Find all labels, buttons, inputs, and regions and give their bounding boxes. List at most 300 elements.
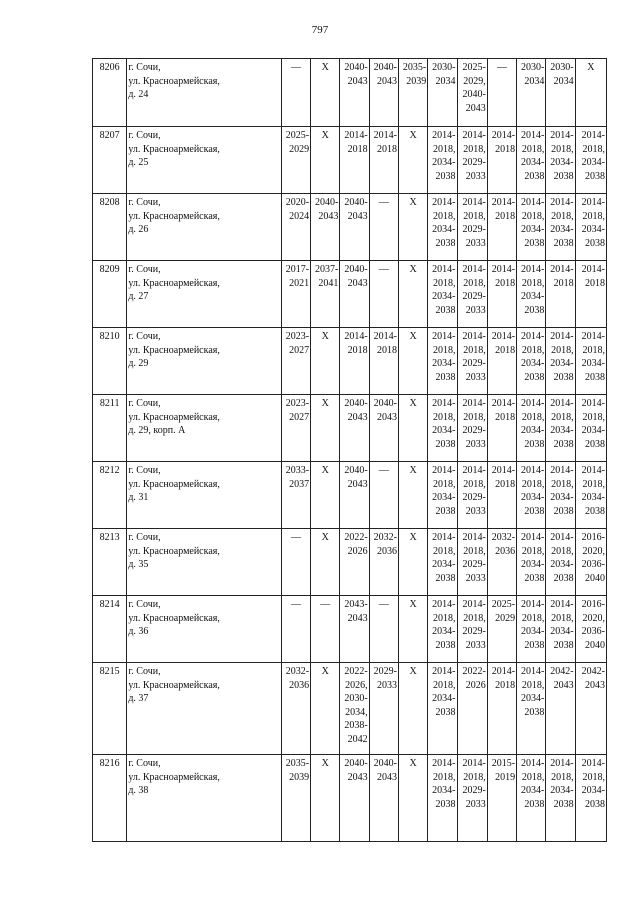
period-text: 2038	[435, 438, 456, 450]
period-cell	[517, 59, 546, 127]
period-text: 2043-	[344, 599, 368, 610]
period-text: 2038	[524, 505, 545, 517]
table-row	[93, 194, 607, 261]
period-text: 2014-	[521, 465, 545, 476]
period-text: 2030-	[344, 693, 368, 704]
period-text: 2014-	[344, 331, 368, 342]
period-text: 2014-	[432, 465, 456, 476]
period-text: 2033	[465, 304, 486, 316]
period-cell	[517, 328, 546, 395]
address-line: д. 29	[128, 358, 149, 369]
period-cell	[546, 194, 575, 261]
period-cell	[575, 529, 606, 596]
period-cell	[575, 462, 606, 529]
period-text: 2036-	[581, 559, 605, 570]
period-text: 2042-	[581, 666, 605, 677]
period-text: 2018,	[551, 411, 574, 423]
period-text: 2014-	[344, 130, 368, 141]
address-line: ул. Красноармейская,	[128, 612, 220, 624]
period-text: 2036	[495, 545, 516, 557]
period-text: 2014-	[550, 532, 574, 543]
period-text: 2027	[289, 344, 310, 356]
period-text: 2042-	[550, 666, 574, 677]
period-text: 2018,	[551, 771, 574, 783]
period-text: 2018,	[433, 411, 456, 423]
period-text: X	[321, 398, 329, 409]
period-cell	[517, 663, 546, 755]
period-text: 2020,	[582, 545, 605, 557]
period-text: 2020,	[582, 612, 605, 624]
table-row	[93, 529, 607, 596]
period-cell	[487, 395, 516, 462]
address-line: д. 36	[128, 626, 149, 637]
period-text: X	[409, 465, 417, 476]
period-text: 2018,	[582, 478, 605, 490]
period-text: 2018,	[521, 277, 545, 289]
period-cell	[517, 755, 546, 842]
period-text: 2025-	[462, 62, 486, 73]
period-text: 2040-	[344, 758, 368, 769]
period-text: 2029-	[462, 785, 486, 796]
period-text: 2017-	[285, 264, 310, 275]
period-cell	[487, 663, 516, 755]
period-text: 2034-	[432, 492, 456, 503]
period-text: 2018,	[521, 210, 545, 222]
period-text: 2018,	[521, 143, 545, 155]
period-text: 2035-	[402, 62, 427, 73]
period-cell	[311, 462, 340, 529]
period-text: 2014-	[581, 398, 605, 409]
period-text: X	[321, 532, 329, 543]
period-cell	[546, 755, 575, 842]
period-cell	[281, 596, 310, 663]
table-row	[93, 596, 607, 663]
period-text: 2034-	[550, 425, 574, 436]
period-text: 2034-	[432, 425, 456, 436]
period-text: 2034-	[432, 559, 456, 570]
period-text: 2014-	[491, 130, 516, 141]
period-text: —	[320, 599, 331, 610]
period-text: 2018,	[521, 679, 545, 691]
period-cell	[340, 194, 369, 261]
period-cell	[457, 529, 487, 596]
period-text: 2029-	[462, 291, 486, 302]
period-text: 2043	[318, 210, 339, 222]
period-text: 2014-	[462, 398, 486, 409]
period-text: 2014-	[462, 197, 486, 208]
period-text: 2018,	[551, 478, 574, 490]
period-text: 2018	[376, 143, 397, 155]
period-text: 2018,	[463, 771, 486, 783]
period-cell	[398, 194, 427, 261]
period-text: 2033	[465, 170, 486, 182]
address-line: г. Сочи,	[128, 666, 161, 677]
period-text: 2018,	[463, 478, 486, 490]
period-text: 2043	[347, 771, 368, 783]
period-text: 2038	[524, 170, 545, 182]
period-text: 2018	[347, 143, 368, 155]
address-line: д. 31	[128, 492, 149, 503]
period-text: 2014-	[462, 532, 486, 543]
period-text: 2018,	[521, 478, 545, 490]
period-text: 2038	[435, 237, 456, 249]
period-text: 2034-	[521, 559, 545, 570]
period-cell	[575, 328, 606, 395]
period-text: 2038	[585, 170, 605, 182]
period-text: 2038	[524, 304, 545, 316]
period-cell	[340, 395, 369, 462]
period-text: 2043	[347, 612, 368, 624]
period-text: 2014-	[521, 666, 545, 677]
period-text: 2033	[465, 237, 486, 249]
period-text: 2018	[376, 344, 397, 356]
period-cell	[517, 261, 546, 328]
period-cell	[398, 529, 427, 596]
period-text: 2026,	[345, 679, 368, 691]
period-text: X	[321, 465, 329, 476]
period-cell	[311, 663, 340, 755]
period-text: 2038	[435, 304, 456, 316]
period-cell	[546, 59, 575, 127]
period-text: 2033	[465, 505, 486, 517]
period-text: 2043	[347, 75, 368, 87]
period-text: 2014-	[550, 331, 574, 342]
period-text: 2014-	[521, 599, 545, 610]
table-row	[93, 395, 607, 462]
address-cell	[127, 395, 282, 462]
period-text: 2043	[553, 679, 574, 691]
period-cell	[487, 529, 516, 596]
period-text: 2034-	[521, 157, 545, 168]
address-cell	[127, 663, 282, 755]
address-line: д. 27	[128, 291, 149, 302]
period-text: 2034-	[521, 291, 545, 302]
period-text: 2014-	[550, 264, 574, 275]
period-cell	[428, 194, 457, 261]
period-text: 2014-	[491, 398, 516, 409]
period-cell	[340, 663, 369, 755]
address-cell	[127, 755, 282, 842]
period-text: 2014-	[373, 130, 397, 141]
period-text: 2018,	[551, 210, 574, 222]
period-cell	[340, 596, 369, 663]
address-line: ул. Красноармейская,	[128, 210, 220, 222]
period-text: 2018,	[463, 344, 486, 356]
address-line: ул. Красноармейская,	[128, 545, 220, 557]
period-text: 2018	[495, 411, 516, 423]
period-cell	[428, 529, 457, 596]
address-line: г. Сочи,	[128, 465, 161, 476]
period-cell	[575, 395, 606, 462]
period-text: 2034	[553, 75, 574, 87]
period-text: 2038	[524, 371, 545, 383]
period-text: 2034-	[550, 785, 574, 796]
period-text: 2034-	[550, 559, 574, 570]
period-text: 2018,	[433, 344, 456, 356]
period-cell	[546, 596, 575, 663]
period-cell	[487, 127, 516, 194]
period-text: 2038	[585, 798, 605, 810]
period-cell	[428, 663, 457, 755]
period-cell	[487, 194, 516, 261]
period-text: 2029-	[462, 358, 486, 369]
period-text: 2034-	[581, 425, 605, 436]
address-line: г. Сочи,	[128, 62, 161, 73]
period-text: 2020-	[285, 197, 310, 208]
period-cell	[517, 596, 546, 663]
period-text: 2034-	[550, 157, 574, 168]
period-text: X	[321, 130, 329, 141]
period-cell	[428, 755, 457, 842]
period-cell	[457, 59, 487, 127]
period-text: 2014-	[550, 197, 574, 208]
period-text: —	[378, 599, 389, 610]
period-text: 2040	[585, 639, 605, 651]
period-text: 2034-	[521, 224, 545, 235]
row-number-cell: 8216	[93, 755, 127, 842]
period-text: 2034-	[550, 492, 574, 503]
period-text: 2014-	[462, 599, 486, 610]
period-text: 2014-	[581, 331, 605, 342]
period-text: 2018	[495, 679, 516, 691]
period-cell	[575, 194, 606, 261]
period-text: 2014-	[491, 264, 516, 275]
period-text: 2043	[347, 277, 368, 289]
table-row	[93, 462, 607, 529]
period-text: 2038	[435, 505, 456, 517]
period-text: 2038	[435, 371, 456, 383]
period-text: 2018,	[433, 478, 456, 490]
period-cell	[457, 462, 487, 529]
period-text: 2018,	[521, 545, 545, 557]
period-text: X	[587, 62, 595, 73]
period-cell	[457, 755, 487, 842]
period-text: X	[321, 666, 329, 677]
address-line: г. Сочи,	[128, 130, 161, 141]
address-cell	[127, 59, 282, 127]
period-cell	[428, 395, 457, 462]
period-cell	[575, 127, 606, 194]
period-text: 2038	[435, 639, 456, 651]
period-cell	[311, 59, 340, 127]
period-text: 2040-	[344, 398, 368, 409]
address-cell	[127, 462, 282, 529]
row-number-cell: 8211	[93, 395, 127, 462]
address-line: ул. Красноармейская,	[128, 411, 220, 423]
period-text: 2014-	[432, 331, 456, 342]
period-text: 2014-	[521, 331, 545, 342]
period-text: 2014-	[432, 398, 456, 409]
period-text: 2034-	[581, 785, 605, 796]
row-number-cell: 8214	[93, 596, 127, 663]
period-cell	[369, 395, 398, 462]
period-text: 2034-	[432, 157, 456, 168]
period-text: 2038	[524, 438, 545, 450]
period-text: 2043	[376, 75, 397, 87]
period-text: 2040-	[462, 89, 486, 100]
period-text: 2034-	[581, 358, 605, 369]
period-text: X	[321, 331, 329, 342]
period-text: 2033	[465, 639, 486, 651]
period-text: 2038	[524, 798, 545, 810]
address-line: г. Сочи,	[128, 331, 161, 342]
period-text: 2018,	[463, 411, 486, 423]
period-text: 2016-	[581, 599, 605, 610]
period-text: 2018,	[551, 612, 574, 624]
period-text: 2038	[435, 706, 456, 718]
period-cell	[546, 127, 575, 194]
period-cell	[428, 596, 457, 663]
period-text: 2014-	[521, 130, 545, 141]
period-text: 2033-	[285, 465, 310, 476]
period-text: 2018,	[582, 143, 605, 155]
address-line: ул. Красноармейская,	[128, 143, 220, 155]
period-text: 2018,	[433, 612, 456, 624]
address-line: г. Сочи,	[128, 532, 161, 543]
period-cell	[281, 395, 310, 462]
period-text: 2034-	[432, 785, 456, 796]
period-cell	[281, 328, 310, 395]
period-text: 2040-	[373, 398, 397, 409]
period-cell	[311, 395, 340, 462]
period-text: 2034-	[432, 224, 456, 235]
period-cell	[340, 59, 369, 127]
period-text: 2030-	[432, 62, 456, 73]
row-number-cell: 8215	[93, 663, 127, 755]
period-text: 2014-	[432, 130, 456, 141]
period-text: 2038	[585, 438, 605, 450]
period-text: 2038	[553, 371, 574, 383]
period-text: 2014-	[432, 264, 456, 275]
period-cell	[428, 462, 457, 529]
period-text: 2034-	[432, 291, 456, 302]
address-cell	[127, 328, 282, 395]
period-cell	[281, 261, 310, 328]
period-text: 2014-	[462, 465, 486, 476]
period-cell	[575, 663, 606, 755]
address-line: д. 25	[128, 157, 149, 168]
period-cell	[398, 127, 427, 194]
period-text: 2014-	[581, 758, 605, 769]
period-cell	[487, 755, 516, 842]
period-cell	[311, 194, 340, 261]
row-number-cell: 8208	[93, 194, 127, 261]
period-text: 2038	[553, 798, 574, 810]
period-text: X	[409, 532, 417, 543]
period-text: 2034-	[550, 358, 574, 369]
period-cell	[281, 194, 310, 261]
period-text: 2029-	[462, 559, 486, 570]
period-text: X	[321, 758, 329, 769]
period-text: 2014-	[491, 197, 516, 208]
period-cell	[398, 596, 427, 663]
period-text: 2018,	[521, 411, 545, 423]
period-text: X	[409, 331, 417, 342]
period-text: 2014-	[521, 197, 545, 208]
period-text: 2029	[289, 143, 310, 155]
period-cell	[487, 462, 516, 529]
period-text: 2043	[376, 771, 397, 783]
period-text: 2018	[495, 478, 516, 490]
period-cell	[340, 755, 369, 842]
period-text: 2034-	[521, 785, 545, 796]
period-text: 2018,	[463, 277, 486, 289]
period-text: 2022-	[344, 666, 368, 677]
period-cell	[340, 462, 369, 529]
period-cell	[281, 529, 310, 596]
period-cell	[517, 395, 546, 462]
period-text: 2014-	[550, 465, 574, 476]
period-cell	[487, 261, 516, 328]
period-text: —	[496, 62, 507, 73]
period-text: 2015-	[491, 758, 516, 769]
period-cell	[457, 328, 487, 395]
period-text: 2026	[465, 679, 486, 691]
address-line: д. 26	[128, 224, 149, 235]
table-row	[93, 261, 607, 328]
period-text: 2038	[435, 572, 456, 584]
period-cell	[311, 328, 340, 395]
period-cell	[398, 462, 427, 529]
table-row	[93, 59, 607, 127]
period-cell	[457, 395, 487, 462]
period-text: X	[409, 264, 417, 275]
table-row	[93, 663, 607, 755]
period-text: 2018,	[521, 771, 545, 783]
address-line: г. Сочи,	[128, 197, 161, 208]
period-cell	[311, 127, 340, 194]
address-line: ул. Красноармейская,	[128, 277, 220, 289]
period-cell	[340, 529, 369, 596]
period-text: 2033	[465, 371, 486, 383]
period-text: 2021	[289, 277, 310, 289]
period-text: 2018,	[551, 344, 574, 356]
period-cell	[281, 127, 310, 194]
period-text: X	[409, 666, 417, 677]
period-text: 2038	[435, 798, 456, 810]
period-text: 2018,	[433, 771, 456, 783]
period-cell	[517, 194, 546, 261]
period-text: 2014-	[550, 599, 574, 610]
period-text: 2033	[376, 679, 397, 691]
period-text: 2018,	[433, 545, 456, 557]
period-text: 2030-	[521, 62, 545, 73]
period-cell	[517, 462, 546, 529]
period-cell	[487, 596, 516, 663]
period-text: 2038	[553, 170, 574, 182]
period-text: 2032-	[491, 532, 516, 543]
period-text: —	[378, 465, 389, 476]
period-text: 2026	[347, 545, 368, 557]
page-number: 797	[311, 24, 329, 36]
period-cell	[546, 395, 575, 462]
period-text: 2029-	[462, 157, 486, 168]
address-line: д. 29, корп. А	[128, 425, 186, 436]
period-text: 2040-	[344, 264, 368, 275]
period-text: 2038	[524, 572, 545, 584]
period-text: 2014-	[521, 264, 545, 275]
period-text: 2034-	[432, 358, 456, 369]
period-text: 2014-	[462, 331, 486, 342]
period-text: 2023-	[285, 331, 310, 342]
period-cell	[546, 261, 575, 328]
period-text: 2018,	[433, 277, 456, 289]
period-cell	[575, 261, 606, 328]
period-cell	[546, 328, 575, 395]
period-text: 2041	[318, 277, 339, 289]
period-cell	[575, 596, 606, 663]
period-text: 2034-	[521, 626, 545, 637]
